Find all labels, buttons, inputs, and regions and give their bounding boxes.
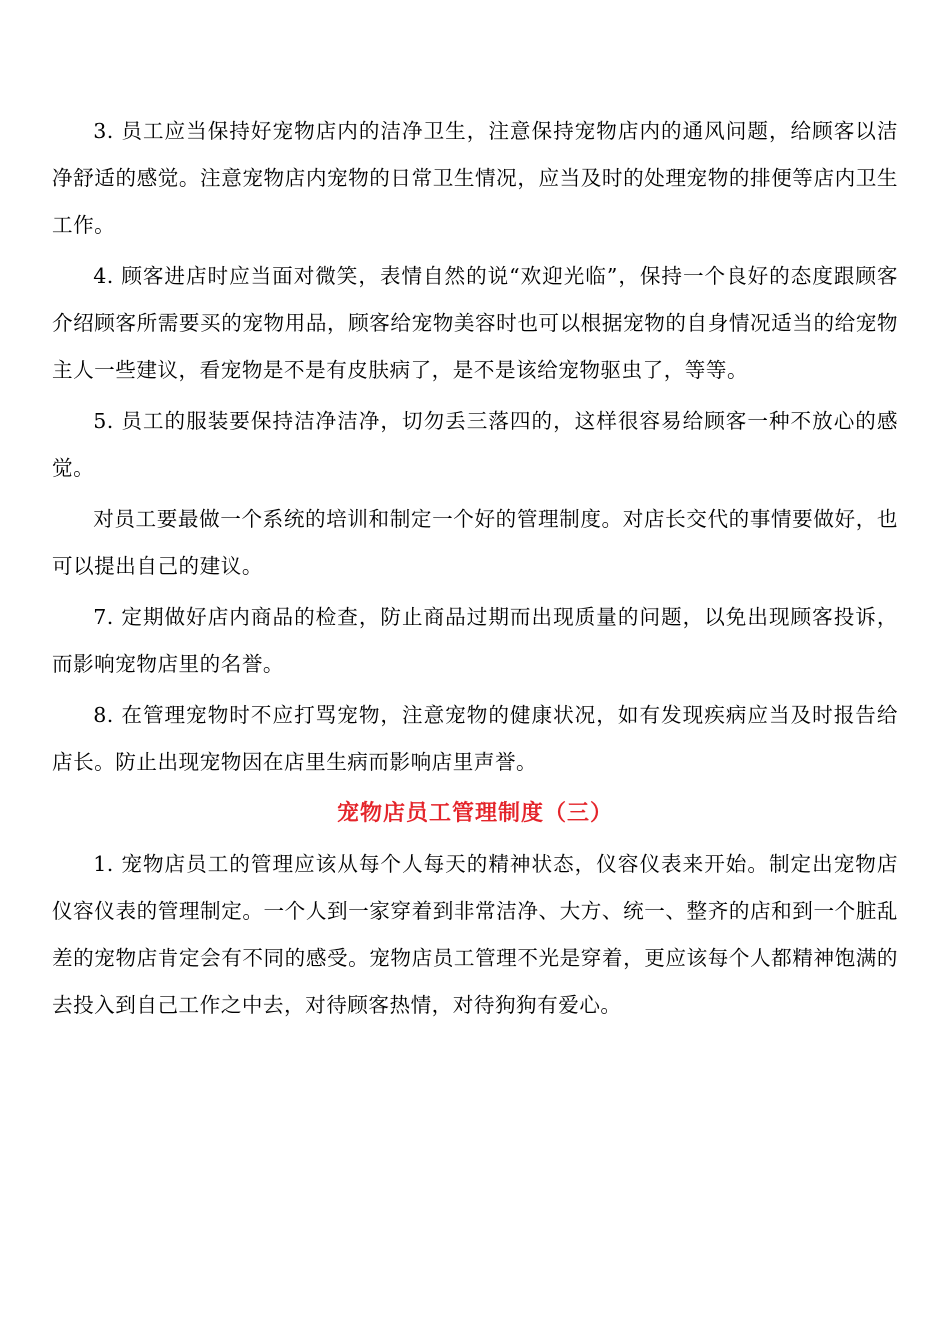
paragraph-section3-item-1: 1. 宠物店员工的管理应该从每个人每天的精神状态，仪容仪表来开始。制定出宠物店仪容仪表的管理制定。一个人到一家穿着到非常洁净、大方、统一、整齐的店和到一个脏乱差的宠物店肯定会有不同的感受。宠物店员工管理不光是穿着，更应该每个人都精神饱满的去投入到自己工作之中去，对待顾客热情，对待狗狗有爱心。 — [52, 852, 898, 1017]
paragraph-training: 对员工要最做一个系统的培训和制定一个好的管理制度。对店长交代的事情要做好，也可以提出自己的建议。 — [52, 507, 898, 578]
section-title: 宠物店员工管理制度（三） — [336, 800, 613, 826]
paragraph-item-7: 7. 定期做好店内商品的检查，防止商品过期而出现质量的问题，以免出现顾客投诉，而影响宠物店里的名誉。 — [52, 605, 898, 676]
paragraph-item-5: 5. 员工的服装要保持洁净洁净，切勿丢三落四的，这样很容易给顾客一种不放心的感觉。 — [52, 409, 898, 480]
document-page — [52, 108, 898, 1033]
paragraph-item-4: 4. 顾客进店时应当面对微笑，表情自然的说“欢迎光临”，保持一个良好的态度跟顾客介绍顾客所需要买的宠物用品，顾客给宠物美容时也可以根据宠物的自身情况适当的给宠物主人一些建议，看宠物是不是有皮肤病了，是不是该给宠物驱虫了，等等。 — [52, 264, 898, 382]
paragraph-item-8: 8. 在管理宠物时不应打骂宠物，注意宠物的健康状况，如有发现疾病应当及时报告给店长。防止出现宠物因在店里生病而影响店里声誉。 — [52, 703, 898, 774]
paragraph-item-3: 3. 员工应当保持好宠物店内的洁净卫生，注意保持宠物店内的通风问题，给顾客以洁净舒适的感觉。注意宠物店内宠物的日常卫生情况，应当及时的处理宠物的排便等店内卫生工作。 — [52, 119, 898, 237]
